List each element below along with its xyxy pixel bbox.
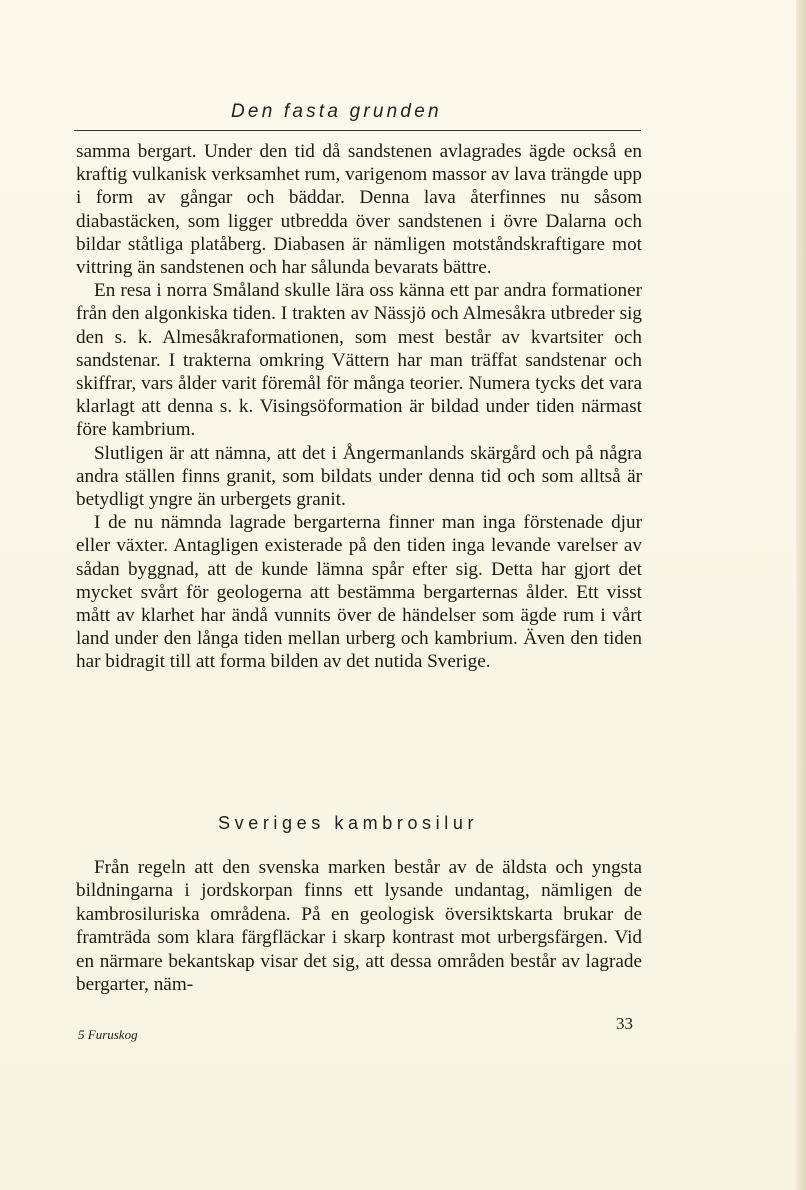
paragraph: Slutligen är att nämna, att det i Ångermanlands skärgård och på några andra ställen finns granit, som bildats under denna tid och som alltså är betydligt yngre än urbergets granit. — [76, 442, 642, 511]
paragraph: Från regeln att den svenska marken består av de äldsta och yngsta bildningarna i jordskorpan finns ett lysande undantag, nämligen de kambrosiluriska områdena. På en geologisk översiktskarta brukar de framträda som klara färgfläckar i skarp kontrast mot urbergsfärgen. Vid en närmare bekantskap visar det sig, att dessa områden består av lagrade bergarter, näm- — [76, 857, 642, 996]
printer-signature: 5 Furuskog — [78, 1027, 138, 1042]
header-rule — [74, 130, 641, 131]
section-text — [76, 856, 642, 996]
page-edge — [796, 0, 806, 1190]
paragraph: samma bergart. Under den tid då sandstenen avlagrades ägde också en kraftig vulkanisk verksamhet rum, varigenom massor av lava trängde upp i form av gångar och bäddar. Denna lava återfinnes nu såsom diabastäcken, som ligger utbredda över sandstenen i övre Dalarna och bildar ståtliga platåberg. Diabasen är nämligen motståndskraftigare mot vittring än sandstenen och har sålunda bevarats bättre. — [76, 141, 642, 279]
paragraph: I de nu nämnda lagrade bergarterna finner man inga förstenade djur eller växter. Antagligen existerade på den tiden inga levande varelser av sådan byggnad, att de kunde lämna spår efter sig. Detta har gjort det mycket svårt för geologerna att bestämma bergarternas ålder. Ett visst mått av klarhet har ändå vunnits över de händelser som ägde rum i vårt land under den långa tiden mellan urberg och kambrium. Även den tiden har bidragit till att forma bilden av det nutida Sverige. — [76, 512, 642, 673]
page-number: 33 — [616, 1014, 633, 1033]
running-head: Den fasta grunden — [231, 101, 442, 122]
section-heading: Sveriges kambrosilur — [218, 813, 479, 833]
paragraph: En resa i norra Småland skulle lära oss känna ett par andra formationer från den algonkiska tiden. I trakten av Nässjö och Almesåkra utbreder sig den s. k. Almesåkraformationen, som mest består av kvartsiter och sandstenar. I trakterna omkring Vättern har man träffat sandstenar och skiffrar, vars ålder varit föremål för många teorier. Numera tycks det vara klarlagt att denna s. k. Visingsöformation är bildad under tiden närmast före kambrium. — [76, 280, 642, 441]
main-text — [76, 140, 642, 674]
